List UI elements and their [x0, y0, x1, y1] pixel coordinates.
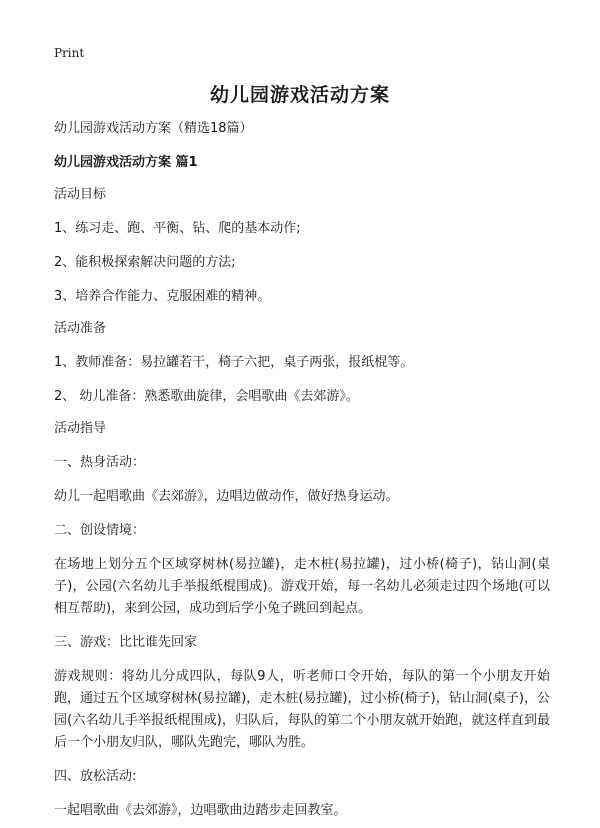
goals-heading: 活动目标: [54, 187, 107, 202]
guide-heading: 活动指导: [54, 421, 107, 436]
section-heading: 幼儿园游戏活动方案 篇1: [54, 155, 198, 170]
step2-text: 在场地上划分五个区域穿树林(易拉罐)，走木桩(易拉罐)，过小桥(椅子)，钻山洞(桌子)，公园(六名幼儿手举报纸棍围成)。游戏开始，每一名幼儿必须走过四个场地(可以相互帮助)，来到公园，成功到后学小兔子跳回到起点。: [54, 557, 550, 616]
step1-text: 幼儿一起唱歌曲《去郊游》，边唱边做动作，做好热身运动。: [54, 489, 399, 504]
goal-item: 1、练习走、跑、平衡、钻、爬的基本动作;: [54, 221, 301, 236]
print-label: Print: [54, 46, 85, 60]
step4-heading: 四、放松活动:: [54, 769, 137, 784]
prep-heading: 活动准备: [54, 321, 107, 336]
step3-heading: 三、游戏：比比谁先回家: [54, 635, 198, 650]
prep-item: 2、 幼儿准备：熟悉歌曲旋律，会唱歌曲《去郊游》。: [54, 389, 359, 404]
document-title: 幼儿园游戏活动方案: [209, 84, 390, 106]
prep-item: 1、教师准备：易拉罐若干，椅子六把，桌子两张，报纸棍等。: [54, 355, 414, 370]
step3-text: 游戏规则：将幼儿分成四队，每队9人，听老师口令开始，每队的第一个小朋友开始跑，通过五个区域穿树林(易拉罐)，走木桩(易拉罐)，过小桥(椅子)，钻山洞(桌子)，公园(六名幼儿手举报纸棍围成)，归队后，每队的第二个小朋友就开始跑，就这样直到最后一个小朋友归队，哪队先跑完，哪队为胜。: [54, 669, 550, 750]
step4-text: 一起唱歌曲《去郊游》，边唱歌曲边踏步走回教室。: [54, 803, 347, 818]
step1-heading: 一、热身活动：: [54, 455, 146, 470]
goal-item: 3、培养合作能力、克服困难的精神。: [54, 289, 271, 304]
document-subtitle: 幼儿园游戏活动方案（精选18篇）: [54, 121, 253, 136]
step2-heading: 二、创设情境：: [54, 523, 146, 538]
document-body: [54, 118, 550, 822]
goal-item: 2、能积极探索解决问题的方法;: [54, 255, 236, 270]
